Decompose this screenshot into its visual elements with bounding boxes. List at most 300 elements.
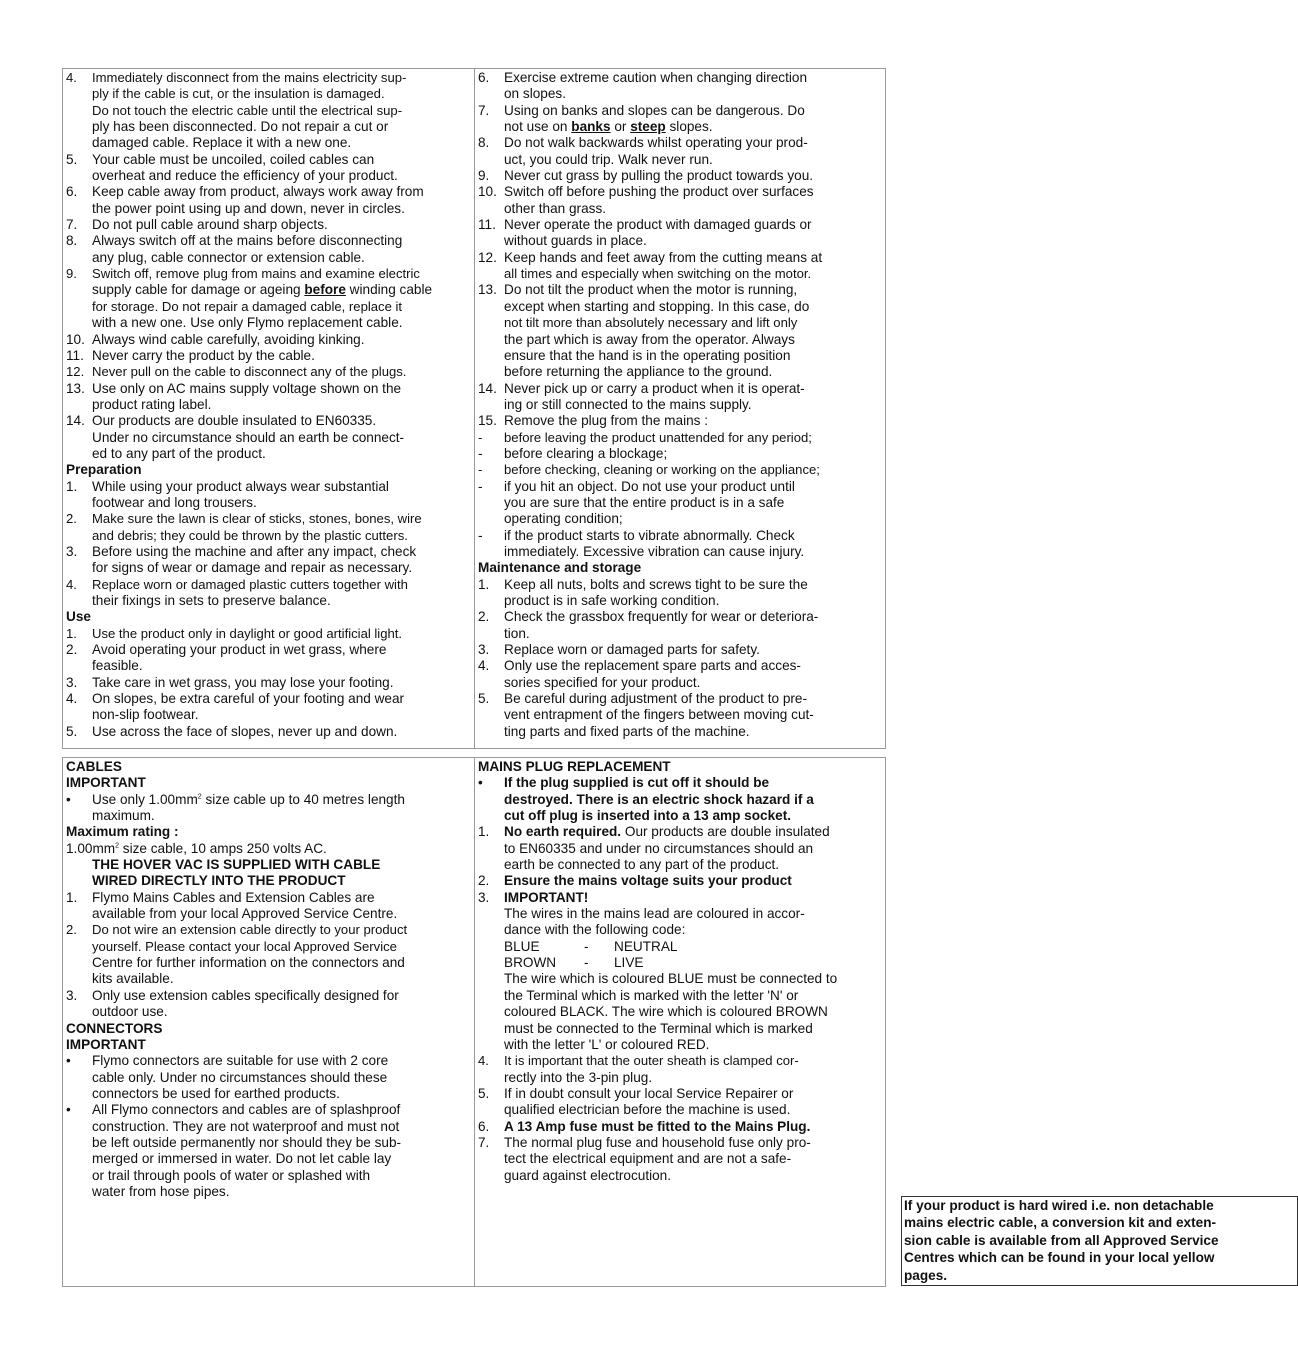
list-item (66, 724, 471, 740)
section-heading (66, 1021, 471, 1037)
text-run: on slopes. (504, 86, 566, 102)
text-run: footwear and long trousers. (92, 494, 257, 510)
list-item-continuation (66, 397, 471, 413)
text-run: before returning the appliance to the ground. (504, 364, 773, 380)
cables-connectors-column (63, 758, 475, 1286)
list-item (478, 1135, 884, 1151)
hard-wired-note-box (901, 1196, 1298, 1286)
list-item-continuation (478, 922, 884, 938)
item-marker: 13. (478, 282, 497, 298)
list-item (478, 873, 884, 889)
text-run: Using on banks and slopes can be dangerous. Do (504, 102, 805, 118)
list-item-continuation (478, 315, 884, 331)
list-item-continuation (66, 560, 471, 576)
list-item-continuation (478, 857, 884, 873)
item-marker: 12. (478, 249, 497, 265)
wire-code-line (478, 955, 884, 971)
text-run: Only use extension cables specifically designed for (92, 987, 399, 1003)
item-marker: 10. (66, 331, 85, 347)
text-run: Never pull on the cable to disconnect any of the plugs. (92, 364, 407, 380)
item-marker: 14. (66, 413, 85, 429)
list-item (66, 332, 471, 348)
emphasis-word: before (304, 282, 346, 298)
list-item (66, 152, 471, 168)
text-run: Do not wire an extension cable directly to your product (92, 922, 408, 938)
bold-text: If the plug supplied is cut off it should be (504, 775, 770, 791)
text-run: for storage. Do not repair a damaged cable, replace it (92, 298, 403, 314)
list-item (66, 266, 471, 282)
text-run: 1.00mm (66, 840, 116, 856)
item-marker: 7. (478, 1134, 490, 1150)
text-run: Take care in wet grass, you may lose your footing. (92, 674, 394, 690)
list-item (478, 381, 884, 397)
list-item (478, 691, 884, 707)
bold-text: No earth required. (504, 824, 622, 840)
text-run: Your cable must be uncoiled, coiled cables can (92, 151, 375, 167)
list-item (478, 413, 884, 429)
heading-text: Use (66, 609, 91, 625)
item-marker: 2. (66, 642, 78, 658)
item-marker: 3. (66, 543, 78, 559)
text-run: supply cable for damage or ageing (92, 282, 305, 298)
item-marker: 8. (66, 233, 78, 249)
item-marker: 5. (66, 723, 78, 739)
item-marker: 14. (478, 380, 497, 396)
heading-text: Maximum rating : (66, 824, 179, 840)
section-heading (66, 462, 471, 478)
list-item-continuation (478, 1151, 884, 1167)
section-heading (66, 759, 471, 775)
list-item-continuation (478, 626, 884, 642)
section-heading (478, 560, 884, 576)
text-run: Flymo Mains Cables and Extension Cables are (92, 889, 375, 905)
text-run: if the product starts to vibrate abnormally. Check (504, 527, 795, 543)
list-item-continuation (478, 707, 884, 723)
list-item-continuation (66, 446, 471, 462)
bold-text: Ensure the mains voltage suits your product (504, 873, 792, 889)
list-item (478, 446, 884, 462)
emphasis-word: banks (571, 119, 611, 135)
list-item (66, 691, 471, 707)
list-item (478, 890, 884, 906)
list-item-continuation (66, 299, 471, 315)
list-item-continuation (66, 1086, 471, 1102)
wire-function: LIVE (614, 955, 644, 971)
text-run: not use on (504, 119, 572, 135)
text-run: Never pick up or carry a product when it is operat- (504, 380, 805, 396)
text-run: ing or still connected to the mains supply. (504, 396, 752, 412)
bold-text: cut off plug is inserted into a 13 amp socket. (504, 808, 792, 824)
text-run: Never operate the product with damaged guards or (504, 217, 812, 233)
list-item-continuation (478, 266, 884, 282)
text-run: the power point using up and down, never in circles. (92, 200, 405, 216)
item-marker: 6. (478, 70, 490, 85)
text-run: coloured BLACK. The wire which is coloured BROWN (504, 1004, 828, 1020)
text-run: product rating label. (92, 396, 212, 412)
text-run: feasible. (92, 658, 143, 674)
bold-text: A 13 Amp fuse must be fitted to the Mains Plug. (504, 1118, 811, 1134)
item-marker: 2. (66, 511, 77, 527)
list-item-continuation (66, 1184, 471, 1200)
heading-text: IMPORTANT (66, 1036, 146, 1052)
list-item-continuation (478, 119, 884, 135)
text-run: the part which is away from the operator. Always (504, 331, 795, 347)
text-run: Never cut grass by pulling the product towards you. (504, 168, 814, 184)
text-run: Switch off before pushing the product over surfaces (504, 184, 814, 200)
heading-text: Maintenance and storage (478, 560, 642, 576)
text-run: Always wind cable carefully, avoiding kinking. (92, 331, 365, 347)
list-item (478, 577, 884, 593)
item-marker: 4. (66, 691, 78, 707)
text-run: be left outside permanently nor should they be sub- (92, 1134, 402, 1150)
list-item-continuation (66, 1135, 471, 1151)
list-item-continuation (478, 971, 884, 987)
item-marker: 5. (478, 691, 490, 707)
note-line: mains electric cable, a conversion kit and exten- (904, 1215, 1217, 1231)
bold-text: WIRED DIRECTLY INTO THE PRODUCT (92, 873, 346, 889)
text-run: Use the product only in daylight or good artificial light. (92, 625, 403, 641)
text-run: and debris; they could be thrown by the plastic cutters. (92, 527, 408, 543)
item-marker: 9. (478, 168, 490, 184)
item-marker: 8. (478, 135, 490, 151)
list-item-continuation (66, 430, 471, 446)
list-item-continuation (478, 808, 884, 824)
list-item (478, 479, 884, 495)
bold-text: THE HOVER VAC IS SUPPLIED WITH CABLE (92, 857, 381, 873)
list-item-continuation (66, 1168, 471, 1184)
text-run: Do not touch the electric cable until the electrical sup- (92, 102, 403, 118)
list-item-continuation (478, 841, 884, 857)
heading-text: Preparation (66, 462, 142, 478)
list-item-continuation (66, 250, 471, 266)
list-item (66, 642, 471, 658)
item-marker: 4. (478, 658, 490, 674)
list-item (478, 168, 884, 184)
heading-text: CONNECTORS (66, 1020, 163, 1036)
list-item (478, 103, 884, 119)
text-run: While using your product always wear substantial (92, 478, 389, 494)
item-marker: 1. (66, 478, 78, 494)
text-run: must be connected to the Terminal which is marked (504, 1020, 813, 1036)
text-run: slopes. (665, 119, 713, 135)
text-run: earth be connected to any part of the product. (504, 857, 780, 873)
bold-text: IMPORTANT! (504, 889, 589, 905)
superscript: 2 (197, 793, 202, 801)
list-item (66, 988, 471, 1004)
item-marker: - (478, 527, 483, 543)
separator: - (584, 938, 589, 954)
item-marker: 4. (478, 1053, 489, 1069)
text-run: It is important that the outer sheath is clamped cor- (504, 1053, 799, 1069)
slopes-maintenance-column (475, 69, 887, 748)
list-item (478, 824, 884, 840)
list-item-continuation (478, 1070, 884, 1086)
text-run: tect the electrical equipment and are not a safe- (504, 1151, 792, 1167)
text-run: Replace worn or damaged plastic cutters together with (92, 576, 408, 592)
list-item-continuation (66, 201, 471, 217)
list-item-continuation (478, 511, 884, 527)
text-run: Do not tilt the product when the motor is running, (504, 282, 798, 298)
text-run: Immediately disconnect from the mains electricity sup- (92, 70, 407, 85)
list-item-continuation (66, 707, 471, 723)
list-item (478, 184, 884, 200)
list-item-continuation (478, 299, 884, 315)
text-run: water from hose pipes. (92, 1183, 230, 1199)
heading-text: IMPORTANT (66, 775, 146, 791)
list-item (66, 922, 471, 938)
text-run: or (610, 119, 631, 135)
item-marker: 3. (478, 889, 490, 905)
text-run: overheat and reduce the efficiency of your product. (92, 168, 398, 184)
text-run: non-slip footwear. (92, 707, 199, 723)
text-run: before checking, cleaning or working on the appliance; (504, 462, 820, 478)
list-item-continuation (66, 658, 471, 674)
text-run: tion. (504, 625, 530, 641)
item-marker: 2. (478, 873, 490, 889)
list-item (478, 775, 884, 791)
text-run: vent entrapment of the fingers between moving cut- (504, 707, 814, 723)
item-marker: 3. (478, 642, 490, 658)
text-run: ply has been disconnected. Do not repair a cut or (92, 119, 389, 135)
item-marker: 5. (66, 151, 78, 167)
text-run: all times and especially when switching on the motor. (504, 266, 812, 282)
text-run: Keep all nuts, bolts and screws tight to be sure the (504, 576, 808, 592)
text-run: ting parts and fixed parts of the machine. (504, 723, 750, 739)
text-run: Be careful during adjustment of the product to pre- (504, 691, 808, 707)
text-run: Our products are double insulated to EN60335. (92, 413, 377, 429)
text-run: connectors be used for earthed products. (92, 1085, 340, 1101)
text-run: their fixings in sets to preserve balance. (92, 593, 331, 608)
item-marker: 1. (478, 824, 490, 840)
text-run: Replace worn or damaged parts for safety. (504, 642, 760, 658)
text-run: ply if the cable is cut, or the insulation is damaged. (92, 86, 385, 102)
item-marker: 5. (478, 1085, 490, 1101)
heading-text: MAINS PLUG REPLACEMENT (478, 759, 671, 774)
emphasis-word: steep (630, 119, 666, 135)
list-item (66, 577, 471, 593)
list-item-continuation (66, 119, 471, 135)
list-item (478, 1053, 884, 1069)
text-run: with the letter 'L' or coloured RED. (504, 1036, 710, 1052)
bold-text: destroyed. There is an electric shock hazard if a (504, 791, 814, 807)
text-run: On slopes, be extra careful of your footing and wear (92, 691, 405, 707)
list-item-continuation (66, 135, 471, 151)
list-item-continuation (478, 593, 884, 609)
item-marker: 3. (66, 674, 78, 690)
list-item-continuation (66, 86, 471, 102)
list-item (66, 1053, 471, 1069)
text-run: The normal plug fuse and household fuse only pro- (504, 1134, 811, 1150)
list-item (66, 381, 471, 397)
list-item-continuation (478, 1168, 884, 1184)
text-run: The wires in the mains lead are coloured in accor- (504, 906, 805, 922)
item-marker: 11. (478, 217, 496, 233)
text-run: If in doubt consult your local Service Repairer or (504, 1085, 794, 1101)
text-run: Flymo connectors are suitable for use with 2 core (92, 1053, 389, 1069)
list-item-continuation (478, 152, 884, 168)
list-item (478, 217, 884, 233)
item-marker: • (66, 1053, 71, 1069)
text-run: if you hit an object. Do not use your product until (504, 478, 795, 494)
list-item-continuation (66, 282, 471, 298)
text-run: without guards in place. (504, 233, 647, 249)
item-marker: 13. (66, 380, 85, 396)
list-item (66, 184, 471, 200)
wire-colour: BROWN (504, 955, 557, 971)
text-run: size cable up to 40 metres length (201, 791, 405, 807)
item-marker: 11. (66, 347, 84, 363)
item-marker: - (478, 429, 483, 445)
text-run: before clearing a blockage; (504, 445, 668, 461)
list-item (478, 70, 884, 86)
item-marker: 7. (66, 217, 78, 233)
list-item-continuation (66, 1119, 471, 1135)
item-marker: 4. (66, 576, 77, 592)
text-run: cable only. Under no circumstances should these (92, 1069, 388, 1085)
list-item (66, 675, 471, 691)
item-marker: 3. (66, 987, 78, 1003)
text-run: before leaving the product unattended for any period; (504, 429, 812, 445)
text-run: size cable, 10 amps 250 volts AC. (119, 840, 327, 856)
note-line: pages. (904, 1267, 948, 1283)
superscript: 2 (115, 842, 120, 850)
list-item-continuation (478, 495, 884, 511)
text-run: Use only 1.00mm (92, 791, 198, 807)
list-item (478, 609, 884, 625)
text-run: Do not walk backwards whilst operating your prod- (504, 135, 808, 151)
text-run: maximum. (92, 808, 155, 824)
list-item (66, 413, 471, 429)
text-run: dance with the following code: (504, 922, 686, 938)
item-marker: • (66, 1102, 71, 1118)
item-marker: 2. (66, 922, 77, 938)
mains-plug-column (475, 758, 1219, 1286)
list-item (66, 792, 471, 808)
list-item (478, 658, 884, 674)
list-item (478, 1086, 884, 1102)
list-item-continuation (66, 103, 471, 119)
text-run: The wire which is coloured BLUE must be connected to (504, 971, 838, 987)
list-item (66, 890, 471, 906)
list-item (66, 1102, 471, 1118)
item-marker: 9. (66, 266, 77, 282)
item-marker: 4. (66, 70, 77, 85)
text-run: for signs of wear or damage and repair as necessary. (92, 560, 413, 576)
list-item-continuation (478, 364, 884, 380)
list-item-continuation (478, 86, 884, 102)
section-heading (478, 759, 884, 775)
list-item-continuation (478, 1037, 884, 1053)
text-run: immediately. Excessive vibration can cause injury. (504, 543, 805, 559)
list-item (66, 511, 471, 527)
list-item-continuation (478, 724, 884, 740)
list-item (66, 233, 471, 249)
note-line: sion cable is available from all Approved Service (904, 1232, 1219, 1248)
section-heading (66, 775, 471, 791)
list-item (66, 479, 471, 495)
item-marker: - (478, 462, 483, 478)
list-item-continuation (478, 233, 884, 249)
text-run: Our products are double insulated (621, 824, 830, 840)
text-run: construction. They are not waterproof and must not (92, 1118, 400, 1134)
list-item-continuation (66, 1070, 471, 1086)
text-run: Before using the machine and after any impact, check (92, 543, 417, 559)
text-run: Only use the replacement spare parts and acces- (504, 658, 801, 674)
list-item (66, 348, 471, 364)
text-run: available from your local Approved Service Centre. (92, 906, 398, 922)
list-item-continuation (478, 1004, 884, 1020)
list-item-continuation (66, 971, 471, 987)
text-run: Keep cable away from product, always work away from (92, 184, 424, 200)
list-item-continuation (66, 857, 471, 873)
text-run: guard against electrocution. (504, 1167, 672, 1183)
text-run: Use across the face of slopes, never up and down. (92, 723, 398, 739)
list-item-continuation (478, 675, 884, 691)
text-run: Centre for further information on the connectors and (92, 955, 405, 971)
text-run: All Flymo connectors and cables are of splashproof (92, 1102, 401, 1118)
text-run: sories specified for your product. (504, 674, 701, 690)
text-run: Never carry the product by the cable. (92, 347, 315, 363)
text-run: you are sure that the entire product is in a safe (504, 494, 785, 510)
text-run: Avoid operating your product in wet grass, where (92, 642, 387, 658)
text-run: Switch off, remove plug from mains and examine electric (92, 266, 420, 282)
list-item (478, 135, 884, 151)
list-item-continuation (478, 201, 884, 217)
item-marker: 1. (66, 625, 77, 641)
list-item (478, 462, 884, 478)
list-item (66, 217, 471, 233)
text-run: Remove the plug from the mains : (504, 413, 708, 429)
text-run: or trail through pools of water or splashed with (92, 1167, 371, 1183)
text-run: winding cable (345, 282, 433, 298)
list-item-continuation (478, 792, 884, 808)
text-run: except when starting and stopping. In this case, do (504, 298, 810, 314)
list-item (66, 626, 471, 642)
list-item-continuation (66, 1151, 471, 1167)
text-run: Always switch off at the mains before disconnecting (92, 233, 403, 249)
list-item (478, 282, 884, 298)
text-run: with a new one. Use only Flymo replacement cable. (92, 315, 403, 331)
section-heading (66, 609, 471, 625)
list-item (478, 1119, 884, 1135)
list-item-continuation (478, 1021, 884, 1037)
list-item-continuation (478, 906, 884, 922)
wire-function: NEUTRAL (614, 938, 678, 954)
list-item-continuation (478, 544, 884, 560)
electrical-section (62, 757, 1219, 1287)
item-marker: 12. (66, 364, 85, 380)
list-item-continuation (478, 1102, 884, 1118)
separator: - (584, 955, 589, 971)
text-run: to EN60335 and under no circumstances should an (504, 840, 814, 856)
item-marker: 15. (478, 413, 497, 429)
text-run: yourself. Please contact your local Approved Service (92, 938, 397, 954)
item-marker: - (478, 478, 483, 494)
item-marker: 1. (66, 889, 78, 905)
list-item-continuation (66, 495, 471, 511)
list-item-continuation (478, 397, 884, 413)
item-marker: 1. (478, 576, 490, 592)
list-item (66, 364, 471, 380)
note-line: Centres which can be found in your local yellow (904, 1250, 1215, 1266)
note-line: If your product is hard wired i.e. non detachable (904, 1198, 1214, 1213)
list-item-continuation (66, 808, 471, 824)
list-item (478, 250, 884, 266)
text-run: operating condition; (504, 511, 623, 527)
list-item-continuation (66, 168, 471, 184)
list-item-continuation (66, 528, 471, 544)
wire-colour: BLUE (504, 938, 540, 954)
